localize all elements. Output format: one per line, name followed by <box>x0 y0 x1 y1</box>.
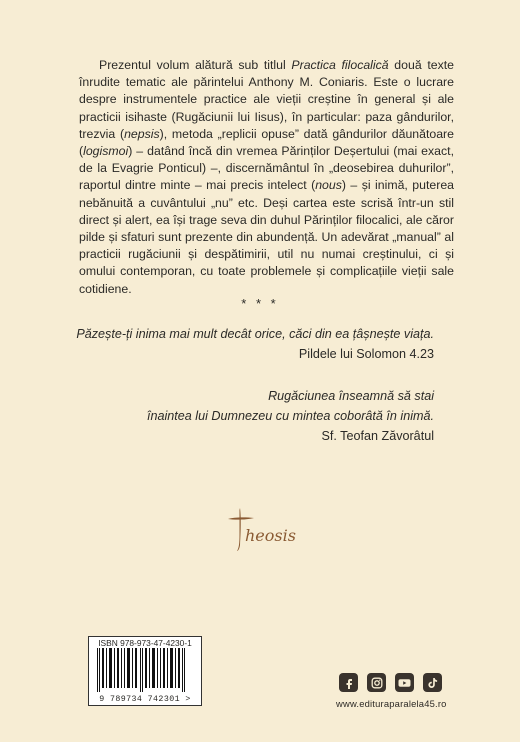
social-links <box>339 673 442 692</box>
term-nepsis: nepsis <box>124 126 160 141</box>
term-nous: nous <box>315 178 342 193</box>
theosis-logo <box>224 505 298 553</box>
section-separator: * * * <box>241 296 279 311</box>
isbn-label: ISBN 978-973-47-4230-1 <box>98 638 192 648</box>
description-text: ), metoda „replicii opuse” dată gândurilor dăunătoare ( <box>79 126 454 159</box>
publisher-website[interactable]: www.edituraparalela45.ro <box>336 698 447 709</box>
barcode-icon <box>91 648 199 692</box>
quote-source: Sf. Teofan Zăvorâtul <box>321 429 434 443</box>
quote-source: Pildele lui Solomon 4.23 <box>298 347 434 361</box>
instagram-icon[interactable] <box>367 673 386 692</box>
theosis-logo-text: heosis <box>245 526 296 545</box>
quote-text-line2: înaintea lui Dumnezeu cu mintea coborâtă în inimă. <box>146 409 434 423</box>
facebook-icon[interactable] <box>339 673 358 692</box>
isbn-barcode-box <box>88 636 202 706</box>
book-description <box>79 57 454 298</box>
book-title-italic: Practica filocalică <box>291 58 389 72</box>
quote-proverbs <box>54 324 434 364</box>
youtube-icon[interactable] <box>395 673 414 692</box>
barcode-digits: 9 789734 742301 > <box>99 695 191 704</box>
description-paragraph <box>79 57 454 298</box>
description-text: două texte înrudite tematic ale părintelui Anthony M. Coniaris. Este o lucrare despre instrumentele practice ale vieții creștine în general și ale practicii isihaste (Rugăciunii lui Iisus), în particular: paza gândurilor, trezvia ( <box>79 58 454 141</box>
quote-teofan <box>54 386 434 446</box>
description-text: ) – datând încă din vremea Părinților Deșertului (mai exact, de la Evagrie Ponticul) –, discernământul în „deosebirea duhurilor”, raportul dintre minte – mai precis intelect ( <box>79 144 454 193</box>
tiktok-icon[interactable] <box>423 673 442 692</box>
quote-text-line1: Rugăciunea înseamnă să stai <box>268 389 434 403</box>
description-text: ) – și inimă, puterea nebănuită a cuvântului „nu” etc. Deși cartea este scrisă într-un stil direct și alert, ea își trage seva din duhul Părinților filocalici, ale căror pilde și sfaturi sunt prezente din abundență. Un adevărat „manual” al practicii rugăciunii și despătimirii, util nu numai creștinului, ci și omului contemporan, cu toate problemele și complicațiile vieții sale cotidiene. <box>79 178 454 296</box>
quote-text: Păzește-ți inima mai mult decât orice, căci din ea țâșnește viața. <box>76 327 434 341</box>
description-text: Prezentul volum alătură sub titlul <box>99 58 292 72</box>
theosis-cross-icon <box>224 505 298 553</box>
term-logismoi: logismoi <box>83 144 129 159</box>
